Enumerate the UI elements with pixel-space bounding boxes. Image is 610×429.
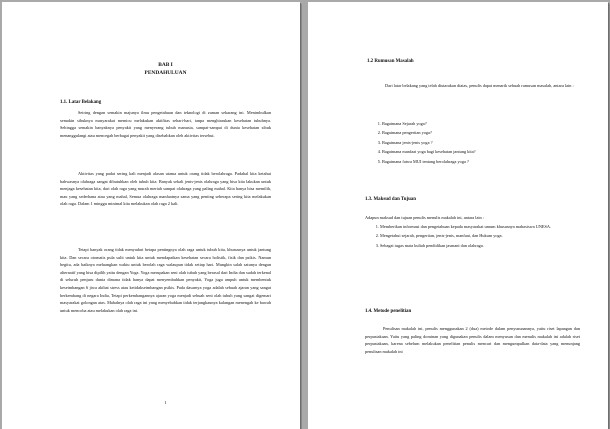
list-maksud-tujuan: [365, 223, 580, 251]
list-item: 1. Bagaimana Sejarah yoga?: [382, 120, 580, 128]
paragraph-1: Seiring dengan semakin majunya ilmu pengetahuan dan teknologi di zaman sekarang ini. Menimbulkan semakin sibuknya masyarakat memicu melakukan aktifitas sehari-hari, tanpa menghiraukan kesehatan tubuhnya. Sehingga semakin banyaknya penyakit yang menyerang tubuh manusia, sampai-sampai di dunia kesehatan sibuk menanggulangi atau mencegah berbagai penyakit yang disebabkan oleh aktivitas tersebut.: [60, 110, 271, 138]
paragraph-2: Aktivitas yang padat sering kali menjadi alasan utama untuk orang tidak berolahraga. Padahal kita ketahui bahwasnya olahraga sangat dibutuhkan oleh tubuh kita. Banyak sekali jenis-jenis olahraga yang bisa kita lakukan untuk menjaga kesehatan kita, dari olah raga yang murah meriah sampai olahraga yang paling mahal. Kita hanya bisa memilih, mau yang sederhana atau yang mahal, Semua olahraga manfaatnya sama yang penting seberapa sering kita melakukan olah raga. Dalam 1 minggu minimal kita melakukan olah raga 2 kali.: [60, 171, 271, 207]
page-content: [60, 2, 271, 429]
paragraph-tujuan-intro: Adapun maksud dan tujuan penulis menulis makalah ini, antara lain :: [365, 215, 484, 220]
section-heading-maksud-tujuan: 1.3. Maksud dan Tujuan: [365, 197, 416, 202]
page-number: 1: [164, 400, 167, 405]
list-item: 2. Bagaimana pengertian yoga?: [382, 129, 580, 137]
section-heading-rumusan-masalah: 1.2 Rumusan Masalah: [367, 59, 414, 64]
document-page-left: [2, 2, 300, 429]
chapter-number: BAB I: [158, 62, 173, 68]
list-item: 5. Bagaimana fatwa MUI tentang berolahraga yoga ?: [382, 158, 580, 166]
paragraph-3: Tetapi banyak orang tidak menyadari betapa pentingnya olah raga untuk tubuh kita, khususnya untuk jantung kita. Dan secara otomatis pula sulit untuk kita untuk mendapatkan kesehatan secara holistik, fisik dan psikis. Namun begitu, ada baiknya meluangkan waktu untuk berolah raga walaupun tidak setiap hari. Mungkin salah satunya dengan alternatif yang bisa dipilih yaitu dengan Yoga. Yoga merupakan seni olah tubuh yang berasal dari India dan sudah terkenal di seluruh penjuru dunia dimana tidak hanya dapat menyembuhkan penyakit, Yoga juga ampuh untuk membentuk keseimbangan 6 jiwa akibat stress atau ketidakseimbangan psikis. Pada dasarnya yoga adalah sebuah ajaran yang sangat berkembang di negara India, Tetapi perkembangannya ajaran yoga menjadi sebuah seni olah tubuh yang sangat digemari masyarakat golongan atas. Mahalnya olah raga ini yang menyebabkan tidak terjangkaunya kalangan menengah ke bawah untuk mencoba atau melakukan olah raga ini.: [60, 247, 271, 313]
section-heading-metode-penelitian: 1.4. Metode penelitian: [365, 309, 412, 314]
list-item: 2. Mengetahui sejarah, pengertian, jenis-jenis, manfaat, dan Hukum yoga.: [380, 232, 580, 240]
section-heading-latar-belakang: 1.1. Latar Belakang: [60, 100, 102, 105]
list-item: 4. Bagaimana manfaat yoga bagi kesehatan jantung kita?: [382, 148, 580, 156]
list-rumusan-masalah: [367, 120, 580, 167]
list-item: 1. Memberikan informasi dan pengetahuan kepada masyarakat umum khususnya mahasiswa UNESA.: [380, 223, 580, 231]
document-page-right: [308, 2, 608, 429]
chapter-title: PENDAHULUAN: [144, 70, 187, 76]
paragraph-metode: Penulisan makalah ini, penulis menggunakan 2 (dua) metode dalam penyusunannya, yaitu riset lapangan dan perpustakaan. Yaitu yang paling dominan yang digunakan penulis dalam menyusun dan menulis makalah ini adalah riset perpustakaan, karena sebelum melakukan penelitian penulis mencari dan mengumpulkan data-data yang menunjang penulisan makalah ini: [365, 326, 580, 354]
list-item: 3. Sebagai tugas mata kuliah pendidikan jasmani dan olahraga.: [380, 242, 580, 250]
page-content: [365, 2, 580, 429]
paragraph-rumusan-intro: Dari latar belakang yang telah diutarakan diatas, penulis dapat menarik sebuah rumusan masalah, antara lain :: [385, 83, 574, 88]
list-item: 3. Bagaimana jenis-jenis yoga ?: [382, 139, 580, 147]
chapter-heading: [60, 61, 271, 77]
